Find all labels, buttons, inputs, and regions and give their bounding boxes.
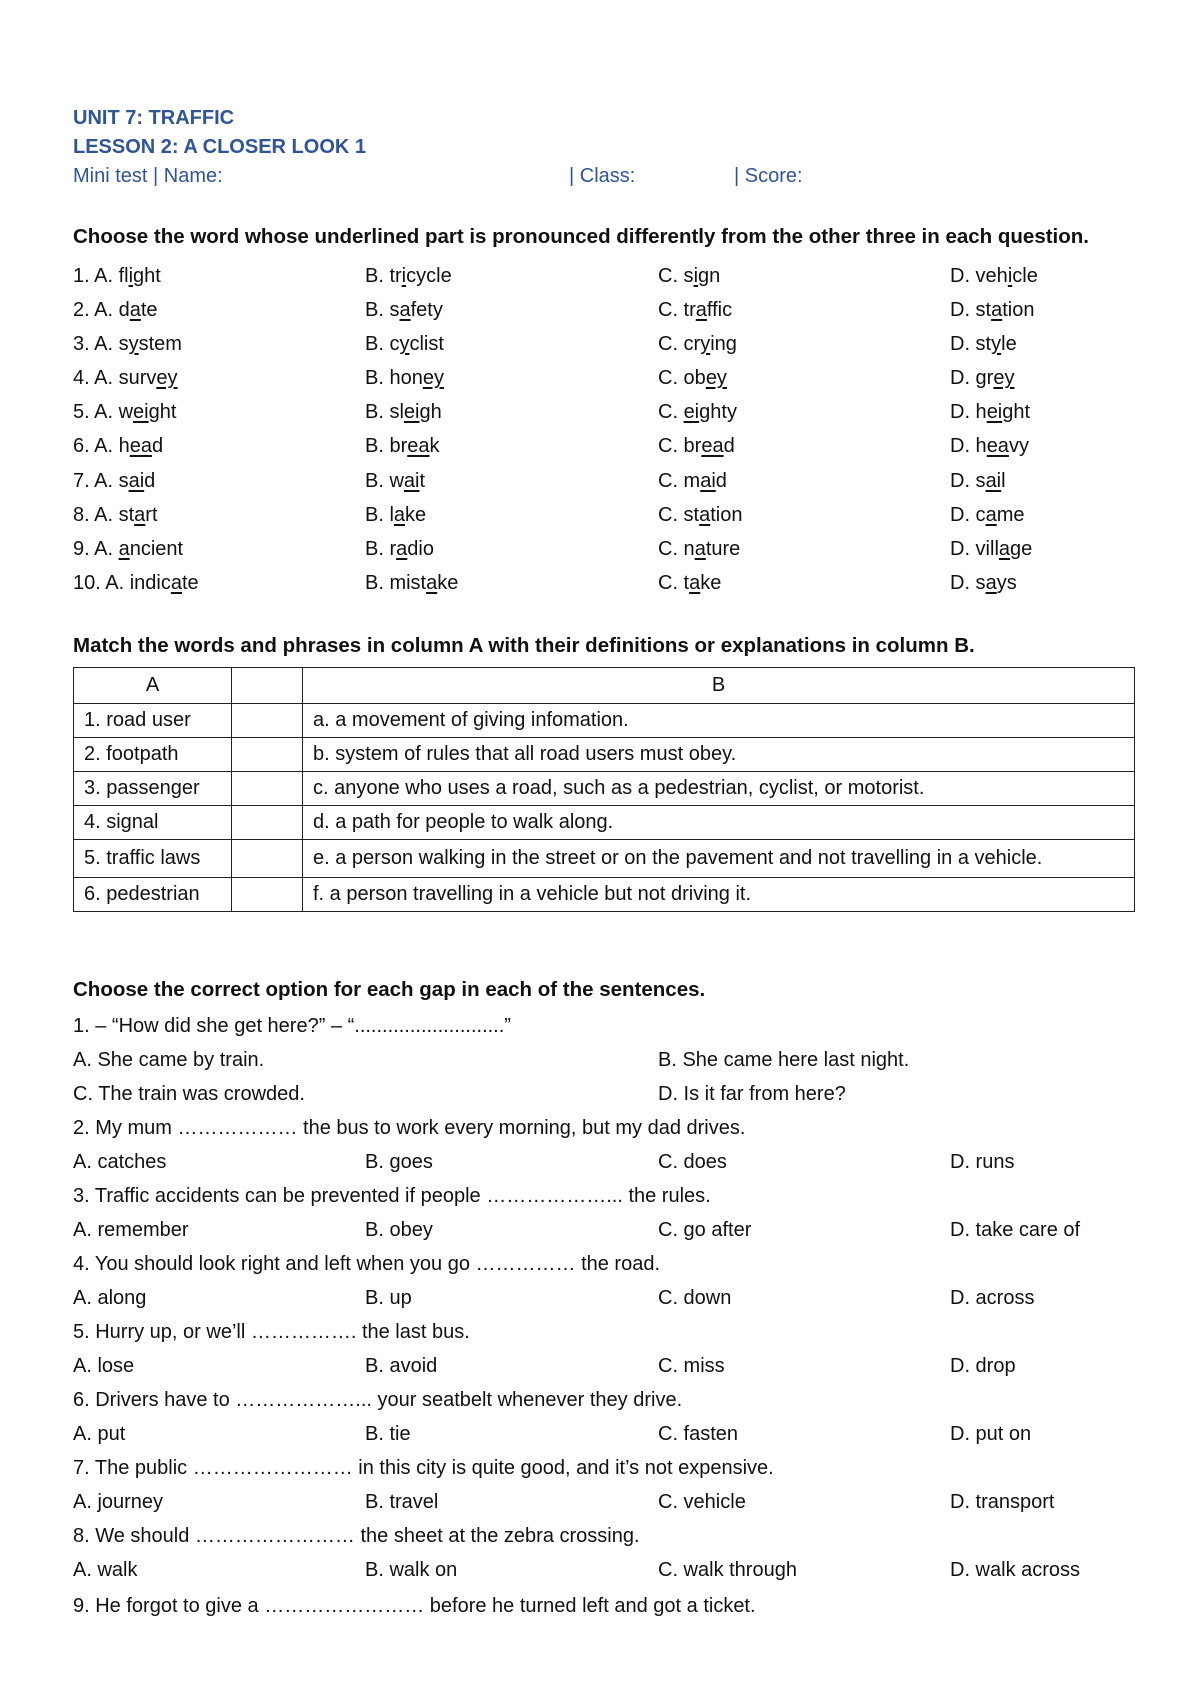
underlined-sound: i [401,265,407,287]
question-1-options-row2 [73,1077,1135,1111]
definition-cell: c. anyone who uses a road, such as a pedestrian, cyclist, or motorist. [303,772,1135,806]
option-b[interactable]: B. safety [365,299,443,321]
option-a[interactable]: 6. A. head [73,435,164,457]
underlined-sound: a [393,504,406,526]
lesson-title: LESSON 2: A CLOSER LOOK 1 [73,136,366,158]
underlined-sound: y [991,333,1002,355]
underlined-sound: a [134,504,146,526]
option-b[interactable]: B. obey [365,1219,433,1241]
question-options [73,1281,1135,1315]
option-d[interactable]: D. heavy [950,435,1029,457]
option-a[interactable]: 3. A. system [73,333,182,355]
matching-table-header [74,668,1135,704]
mini-test-name-label: Mini test | Name: [73,165,223,187]
term-cell: 2. footpath [74,738,232,772]
option-d[interactable]: D. runs [950,1151,1015,1173]
option-c[interactable]: C. station [658,504,743,526]
underlined-sound: ey [705,367,727,389]
underlined-sound: a [985,572,997,594]
question-4: 4. You should look right and left when you go …………… the road. [73,1253,661,1275]
option-a[interactable]: 5. A. weight [73,401,177,423]
option-d[interactable]: D. across [950,1287,1035,1309]
underlined-sound: a [699,504,711,526]
option-a[interactable]: 1. A. flight [73,265,161,287]
option-b[interactable]: B. break [365,435,440,457]
option-a[interactable]: A. remember [73,1219,189,1241]
underlined-sound: ey [422,367,444,389]
underlined-sound: ai [700,470,716,492]
column-a-header: A [74,668,232,704]
option-a[interactable]: A. catches [73,1151,167,1173]
question-row [73,361,1135,395]
option-d[interactable]: D. put on [950,1423,1032,1445]
option-b[interactable]: B. tricycle [365,265,452,287]
answer-column-header [232,668,303,704]
option-c[interactable]: C. fasten [658,1423,739,1445]
option-c[interactable]: C. eighty [658,401,737,423]
option-c[interactable]: C. traffic [658,299,733,321]
question-options [73,1213,1135,1247]
question-row [73,498,1135,532]
question-5: 5. Hurry up, or we’ll ……………. the last bus. [73,1321,470,1343]
question-8: 8. We should …………………… the sheet at the zebra crossing. [73,1525,640,1547]
table-row [74,806,1135,840]
option-c[interactable]: C. down [658,1287,732,1309]
option-d[interactable]: D. Is it far from here? [658,1083,846,1105]
term-cell: 5. traffic laws [74,840,232,878]
question-3: 3. Traffic accidents can be prevented if people ………………... the rules. [73,1185,711,1207]
underlined-sound: y [128,333,139,355]
definition-cell: e. a person walking in the street or on the pavement and not travelling in a vehicle. [303,840,1135,878]
question-1-options-row1 [73,1043,1135,1077]
option-a[interactable]: A. lose [73,1355,135,1377]
answer-cell[interactable] [232,840,303,878]
option-b[interactable]: B. goes [365,1151,433,1173]
underlined-sound: ei [133,401,149,423]
option-b[interactable]: B. cyclist [365,333,444,355]
underlined-sound: i [1007,265,1013,287]
table-row [74,840,1135,878]
option-a[interactable]: A. put [73,1423,126,1445]
underlined-sound: a [399,299,411,321]
option-a[interactable]: 9. A. ancient [73,538,184,560]
option-d[interactable]: D. came [950,504,1025,526]
table-row [74,738,1135,772]
question-row [73,259,1135,293]
definition-cell: f. a person travelling in a vehicle but not driving it. [303,878,1135,912]
option-d[interactable]: D. grey [950,367,1015,389]
option-b[interactable]: B. travel [365,1491,439,1513]
question-options [73,1349,1135,1383]
option-b[interactable]: B. wait [365,470,426,492]
underlined-sound: y [700,333,711,355]
unit-title: UNIT 7: TRAFFIC [73,107,235,129]
underlined-sound: a [985,504,997,526]
answer-cell[interactable] [232,878,303,912]
option-a[interactable]: 2. A. date [73,299,158,321]
option-c[interactable]: C. The train was crowded. [73,1083,305,1105]
option-c[interactable]: C. nature [658,538,741,560]
answer-cell[interactable] [232,704,303,738]
underlined-sound: ey [993,367,1015,389]
question-options [73,1417,1135,1451]
underlined-sound: a [694,538,706,560]
option-c[interactable]: C. walk through [658,1559,797,1581]
worksheet-header [73,104,803,191]
underlined-sound: ea [129,435,152,457]
question-options [73,1485,1135,1519]
underlined-sound: y [399,333,410,355]
underlined-sound: a [998,538,1011,560]
option-c[interactable]: C. crying [658,333,737,355]
option-c[interactable]: C. take [658,572,722,594]
underlined-sound: ai [403,470,420,492]
option-b[interactable]: B. up [365,1287,412,1309]
term-cell: 4. signal [74,806,232,840]
option-d[interactable]: D. drop [950,1355,1016,1377]
question-row [73,293,1135,327]
option-a[interactable]: A. She came by train. [73,1049,265,1071]
option-d[interactable]: D. vehicle [950,265,1038,287]
term-cell: 1. road user [74,704,232,738]
option-c[interactable]: C. go after [658,1219,752,1241]
definition-cell: d. a path for people to walk along. [303,806,1135,840]
underlined-sound: ey [156,367,178,389]
option-d[interactable]: D. says [950,572,1017,594]
section2-heading: Match the words and phrases in column A with their definitions or explanations in column B. [73,634,975,657]
underlined-sound: ea [407,435,430,457]
underlined-sound: a [118,538,130,560]
underlined-sound: ei [683,401,700,423]
option-c[interactable]: C. miss [658,1355,725,1377]
question-6: 6. Drivers have to ………………... your seatbelt whenever they drive. [73,1389,683,1411]
option-d[interactable]: D. walk across [950,1559,1081,1581]
option-a[interactable]: A. journey [73,1491,164,1513]
table-row [74,772,1135,806]
option-a[interactable]: A. along [73,1287,147,1309]
option-b[interactable]: B. honey [365,367,444,389]
column-b-header: B [303,668,1135,704]
option-d[interactable]: D. take care of [950,1219,1081,1241]
option-b[interactable]: B. mistake [365,572,459,594]
question-options [73,1553,1135,1587]
question-row [73,429,1135,463]
underlined-sound: a [129,299,141,321]
option-d[interactable]: D. style [950,333,1017,355]
underlined-sound: ei [403,401,420,423]
option-b[interactable]: B. avoid [365,1355,438,1377]
definition-cell: a. a movement of giving infomation. [303,704,1135,738]
option-d[interactable]: D. station [950,299,1035,321]
option-a[interactable]: 8. A. start [73,504,158,526]
question-1: 1. – “How did she get here?” – “...........................” [73,1015,511,1037]
option-c[interactable]: C. does [658,1151,727,1173]
option-c[interactable]: C. vehicle [658,1491,746,1513]
option-b[interactable]: B. lake [365,504,427,526]
answer-cell[interactable] [232,772,303,806]
option-c[interactable]: C. maid [658,470,727,492]
table-row [74,878,1135,912]
underlined-sound: a [695,299,707,321]
underlined-sound: ei [986,401,1003,423]
question-row [73,395,1135,429]
option-b[interactable]: B. tie [365,1423,411,1445]
matching-table [73,667,1135,912]
score-label: | Score: [734,165,803,187]
underlined-sound: a [689,572,701,594]
underlined-sound: ai [985,470,1002,492]
question-2: 2. My mum ……………… the bus to work every morning, but my dad drives. [73,1117,746,1139]
section3-heading: Choose the correct option for each gap in each of the sentences. [73,978,706,1001]
answer-cell[interactable] [232,738,303,772]
option-d[interactable]: D. height [950,401,1031,423]
underlined-sound: ea [986,435,1009,457]
underlined-sound: ai [128,470,145,492]
option-c[interactable]: C. obey [658,367,727,389]
option-a[interactable]: 10. A. indicate [73,572,199,594]
question-row [73,532,1135,566]
option-a[interactable]: 4. A. survey [73,367,178,389]
table-row [74,704,1135,738]
option-b[interactable]: B. walk on [365,1559,458,1581]
underlined-sound: a [426,572,438,594]
option-a[interactable]: A. walk [73,1559,138,1581]
class-label: | Class: [569,165,636,187]
option-b[interactable]: B. sleigh [365,401,442,423]
section1-heading: Choose the word whose underlined part is pronounced differently from the other three in each question. [73,225,1089,248]
underlined-sound: a [170,572,182,594]
underlined-sound: a [396,538,408,560]
question-row [73,566,1135,600]
question-7: 7. The public …………………… in this city is quite good, and it’s not expensive. [73,1457,774,1479]
term-cell: 3. passenger [74,772,232,806]
underlined-sound: a [991,299,1003,321]
option-b[interactable]: B. radio [365,538,434,560]
option-b[interactable]: B. She came here last night. [658,1049,910,1071]
question-options [73,1145,1135,1179]
underlined-sound: ea [701,435,724,457]
option-d[interactable]: D. sail [950,470,1006,492]
definition-cell: b. system of rules that all road users must obey. [303,738,1135,772]
option-a[interactable]: 7. A. said [73,470,156,492]
question-row [73,327,1135,361]
option-c[interactable]: C. bread [658,435,735,457]
option-d[interactable]: D. village [950,538,1033,560]
underlined-sound: i [128,265,134,287]
answer-cell[interactable] [232,806,303,840]
option-d[interactable]: D. transport [950,1491,1055,1513]
option-c[interactable]: C. sign [658,265,721,287]
term-cell: 6. pedestrian [74,878,232,912]
question-9: 9. He forgot to give a …………………… before he turned left and got a ticket. [73,1595,756,1617]
mini-test-line [73,162,803,191]
question-row [73,464,1135,498]
underlined-sound: i [693,265,699,287]
